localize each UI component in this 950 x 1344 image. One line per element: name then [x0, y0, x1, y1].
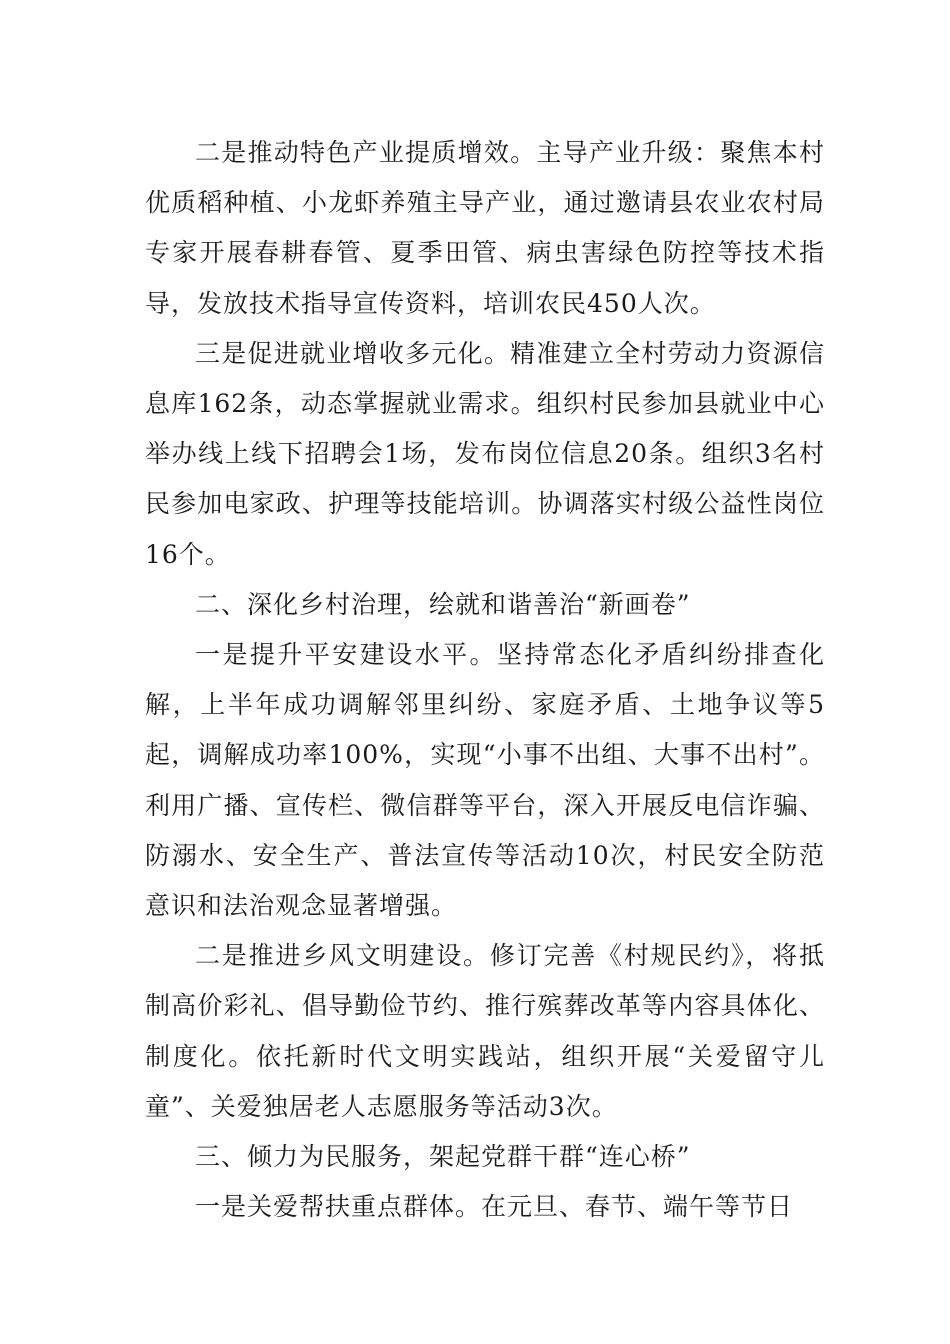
section-heading-service: 三、倾力为民服务，架起党群干群“连心桥”: [195, 1142, 691, 1172]
document-body: [145, 128, 825, 1232]
paragraph-safety: 一是提升平安建设水平。坚持常态化矛盾纠纷排查化解，上半年成功调解邻里纠纷、家庭矛盾、土地争议等5起，调解成功率100%，实现“小事不出组、大事不出村”。利用广播、宣传栏、微信群等平台，深入开展反电信诈骗、防溺水、安全生产、普法宣传等活动10次，村民安全防范意识和法治观念显著增强。: [145, 640, 825, 921]
paragraph-civilization: 二是推进乡风文明建设。修订完善《村规民约》，将抵制高价彩礼、倡导勤俭节约、推行殡葬改革等内容具体化、制度化。依托新时代文明实践站，组织开展“关爱留守儿童”、关爱独居老人志愿服务等活动3次。: [145, 941, 825, 1121]
paragraph-employment: 三是促进就业增收多元化。精准建立全村劳动力资源信息库162条，动态掌握就业需求。组织村民参加县就业中心举办线上线下招聘会1场，发布岗位信息20条。组织3名村民参加电家政、护理等技能培训。协调落实村级公益性岗位16个。: [145, 338, 825, 569]
paragraph-assistance: 一是关爱帮扶重点群体。在元旦、春节、端午等节日: [195, 1192, 794, 1222]
section-heading-governance: 二、深化乡村治理，绘就和谐善治“新画卷”: [195, 589, 691, 619]
paragraph-industry: 二是推动特色产业提质增效。主导产业升级：聚焦本村优质稻种植、小龙虾养殖主导产业，通过邀请县农业农村局专家开展春耕春管、夏季田管、病虫害绿色防控等技术指导，发放技术指导宣传资料，培训农民450人次。: [145, 138, 825, 318]
